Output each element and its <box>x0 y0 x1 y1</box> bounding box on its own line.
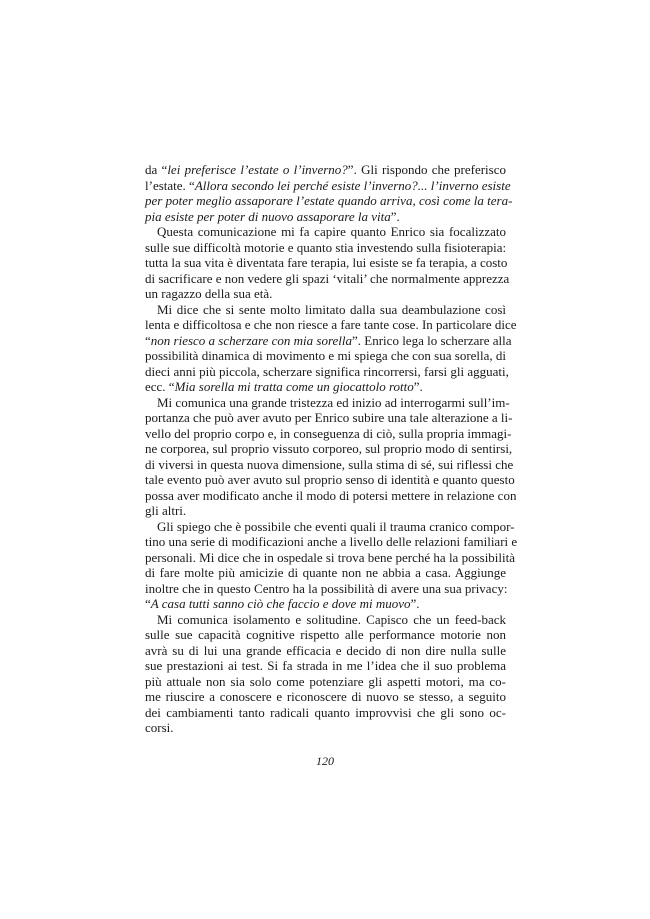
paragraph <box>145 162 513 224</box>
text-run: sulle sue capacità cognitive rispetto alle performance motorie non <box>145 627 506 642</box>
body-text <box>145 162 518 736</box>
text-line <box>145 472 515 488</box>
text-run: lenta e difficoltosa e che non riesce a fare tante cose. In particolare dice <box>145 317 517 332</box>
text-run: ”. <box>390 208 400 224</box>
text-run: dei cambiamenti tanto radicali quanto improvvisi che gli sono oc- <box>145 704 506 720</box>
text-run: ”. Gli rispondo che preferisco <box>347 162 506 177</box>
text-line <box>145 518 515 535</box>
text-run: tale evento può aver avuto sul proprio senso di identità e quanto questo <box>145 472 515 487</box>
text-run: ne corporea, sul proprio vissuto corporeo, sul proprio modo di sentirsi, <box>145 441 513 456</box>
text-line <box>145 240 506 256</box>
text-line <box>145 379 506 395</box>
text-line <box>145 410 513 426</box>
text-line <box>145 674 506 690</box>
text-line <box>145 441 513 457</box>
text-run: di viversi in questa nuova dimensione, sulla stima di sé, sui riflessi che <box>145 456 514 472</box>
text-run: tutta la sua vita è diventata fare terapia, lui esiste se fa terapia, a costo <box>145 255 508 270</box>
text-line <box>145 270 510 287</box>
text-line <box>145 425 512 442</box>
text-line <box>145 332 512 349</box>
text-run: Gli spiego che è possibile che eventi quali il trauma cranico compor- <box>157 518 515 534</box>
text-line <box>145 627 506 643</box>
text-line <box>145 581 506 597</box>
text-line <box>145 394 510 411</box>
text-line <box>145 177 511 194</box>
text-run: sulle sue difficoltà motorie e quanto stia investendo sulla fisioterapia: <box>145 239 507 255</box>
text-run: gli altri. <box>145 503 187 518</box>
text-run: “ <box>145 332 151 348</box>
text-line <box>145 193 513 209</box>
text-run: un ragazzo della sua età. <box>145 286 273 301</box>
page-number: 120 <box>316 754 334 768</box>
text-line <box>145 456 514 473</box>
paragraph <box>145 394 517 519</box>
text-line <box>145 286 506 302</box>
text-run: da “ <box>145 162 168 177</box>
text-run: personali. Mi dice che in ospedale si trova bene perché ha la possibilità <box>145 549 516 565</box>
text-run: corsi. <box>145 720 174 735</box>
text-run: di sacrificare e non vedere gli spazi ‘vitali’ che normalmente apprezza <box>145 270 510 286</box>
text-run: possa aver modificato anche il modo di potersi mettere in relazione con <box>145 487 517 503</box>
text-run: Questa comunicazione mi fa capire quanto Enrico sia focalizzato <box>157 224 506 239</box>
text-run: ”. <box>410 596 420 611</box>
text-run: ”. <box>413 379 423 394</box>
text-line <box>145 612 506 628</box>
text-run: portanza che può aver avuto per Enrico subire una tale alterazione a li- <box>145 410 513 425</box>
quoted-speech: Mia sorella mi tratta come un giocattolo rotto <box>174 379 414 394</box>
text-run: Mi comunica una grande tristezza ed inizio ad interrogarmi sull’im- <box>157 394 510 410</box>
text-run: me riuscire a conoscere e riconoscere di nuovo se stesso, a seguito <box>145 689 506 704</box>
paragraph <box>145 301 517 395</box>
text-run: tino una serie di modificazioni anche a livello delle relazioni familiari e <box>145 534 518 549</box>
text-run: “ <box>145 596 151 611</box>
text-line <box>145 487 517 504</box>
text-run: ecc. “ <box>145 379 175 394</box>
text-line <box>145 224 506 240</box>
text-line <box>145 658 506 674</box>
text-run: ”. Enrico lega lo scherzare alla <box>352 332 512 348</box>
text-run: l’estate. “ <box>145 177 195 193</box>
text-line <box>145 503 506 519</box>
text-run: vello del proprio corpo e, in conseguenza di ciò, sulla propria immagi- <box>145 425 512 441</box>
quoted-speech: per poter meglio assaporare l’estate quando arriva, così come la tera- <box>145 193 513 208</box>
paragraph <box>145 224 510 302</box>
paragraph <box>145 518 518 612</box>
text-run: di fare molte più amicizie di quante non ne abbia a casa. Aggiunge <box>145 565 506 580</box>
text-line <box>145 255 506 271</box>
text-line <box>145 720 506 736</box>
text-line <box>145 705 506 721</box>
text-run: avrà su di lui una grande efficacia e decido di non dire nulla sulle <box>145 642 506 658</box>
text-line <box>145 209 506 225</box>
text-run: sue prestazioni ai test. Si fa strada in me l’idea che il suo problema <box>145 658 506 673</box>
text-line <box>145 549 516 566</box>
quoted-speech: A casa tutti sanno ciò che faccio e dove mi muovo <box>150 596 411 611</box>
text-line <box>145 363 509 380</box>
quoted-speech: lei preferisce l’estate o l’inverno? <box>167 162 348 177</box>
text-line <box>145 348 506 364</box>
text-run: dieci anni più piccola, scherzare significa rincorrersi, farsi gli agguati, <box>145 363 509 379</box>
text-run: possibilità dinamica di movimento e mi spiega che con sua sorella, di <box>145 348 507 363</box>
text-run: Mi dice che si sente molto limitato dalla sua deambulazione così <box>157 301 506 317</box>
text-line <box>145 689 506 705</box>
text-run: più attuale non sia solo come potenziare gli aspetti motori, ma co- <box>145 673 506 689</box>
text-line <box>145 596 506 612</box>
text-line <box>145 565 506 581</box>
text-run: Mi comunica isolamento e solitudine. Capisco che un feed-back <box>157 611 506 627</box>
text-line <box>145 643 506 659</box>
quoted-speech: Allora secondo lei perché esiste l’inverno?... l’inverno esiste <box>194 177 511 193</box>
text-line <box>145 317 517 333</box>
text-line <box>145 162 506 178</box>
quoted-speech: non riesco a scherzare con mia sorella <box>150 332 353 348</box>
paragraph <box>145 612 506 736</box>
text-line <box>145 302 506 318</box>
quoted-speech: pia esiste per poter di nuovo assaporare la vita <box>145 208 391 224</box>
text-line <box>145 534 518 550</box>
text-run: inoltre che in questo Centro ha la possibilità di avere una sua privacy: <box>145 580 508 596</box>
